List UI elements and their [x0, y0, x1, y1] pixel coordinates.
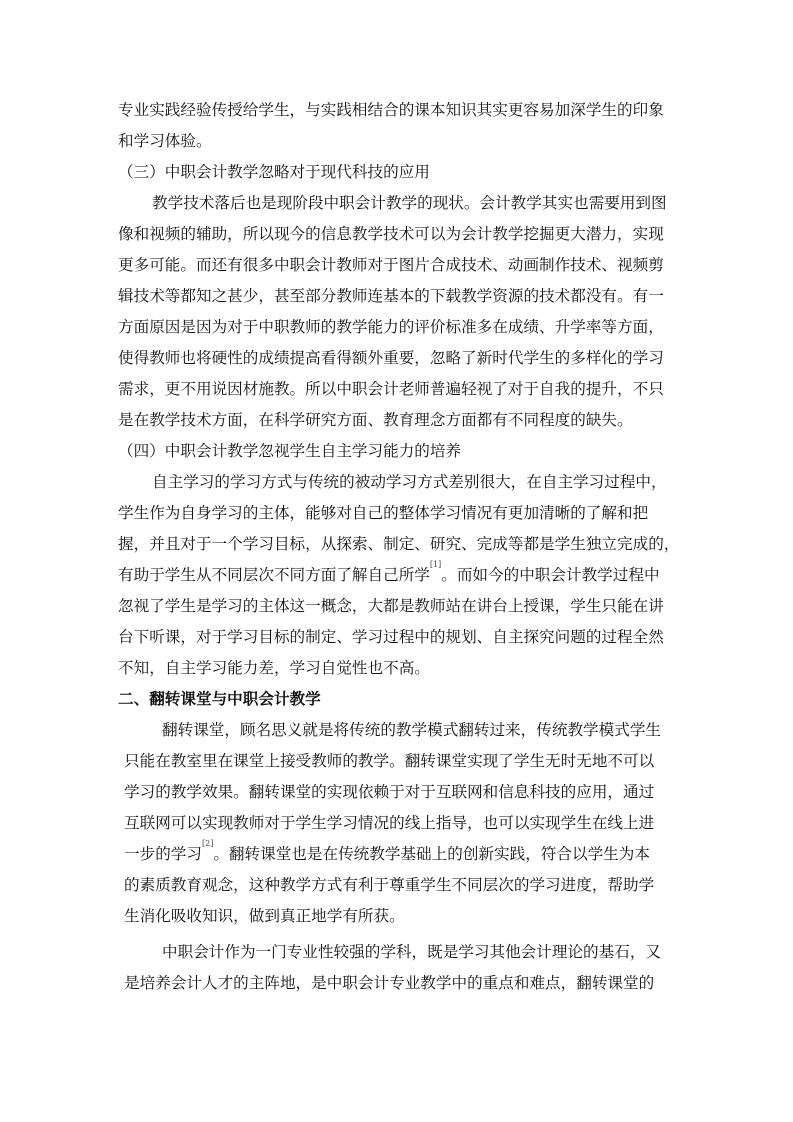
text-line: 生消化吸收知识，做到真正地学有所获。: [124, 907, 405, 925]
part-heading-text: 二、翻转课堂与中职会计教学: [118, 689, 321, 708]
text-line: 互联网可以实现教师对于学生学习情况的线上指导，也可以实现学生在线上进: [124, 814, 655, 832]
text-line: 自主学习的学习方式与传统的被动学习方式差别很大，在自主学习过程中，: [152, 473, 667, 491]
text-line: 教学技术落后也是现阶段中职会计教学的现状。会计教学其实也需要用到图: [152, 194, 667, 212]
text-line: 和学习体验。: [118, 132, 212, 150]
text-line: 是培养会计人才的主阵地，是中职会计专业教学中的重点和难点，翻转课堂的: [124, 974, 655, 992]
text-line: 需求，更不用说因材施教。所以中职会计老师普遍轻视了对于自我的提升，不只: [118, 380, 664, 398]
text-line: 翻转课堂，顾名思义就是将传统的教学模式翻转过来，传统教学模式学生: [162, 721, 662, 739]
text-segment: 一步的学习: [124, 845, 202, 863]
text-line: 是在教学技术方面，在科学研究方面、教育理念方面都有不同程度的缺失。: [118, 411, 633, 429]
text-line: 学习的教学效果。翻转课堂的实现依赖于对于互联网和信息科技的应用，通过: [124, 783, 655, 801]
text-line: 不知，自主学习能力差，学习自觉性也不高。: [118, 659, 430, 677]
text-line: 的素质教育观念，这种教学方式有利于尊重学生不同层次的学习进度，帮助学: [124, 876, 655, 894]
text-line: 专业实践经验传授给学生，与实践相结合的课本知识其实更容易加深学生的印象: [118, 101, 664, 119]
text-segment: 。翻转课堂也是在传统教学基础上的创新实践，符合以学生为本: [213, 845, 650, 863]
text-line: [118, 839, 684, 864]
text-line: 握，并且对于一个学习目标，从探索、制定、研究、完成等都是学生独立完成的，: [118, 535, 680, 553]
citation-1: [1]: [429, 560, 442, 569]
text-line: [118, 560, 684, 585]
text-line: 辑技术等都知之甚少，甚至部分教师连基本的下载教学资源的技术都没有。有一: [118, 287, 664, 305]
text-line: 只能在教室里在课堂上接受教师的教学。翻转课堂实现了学生无时无地不可以: [124, 752, 655, 770]
text-line: 学生作为自身学习的主体，能够对自己的整体学习情况有更加清晰的了解和把: [118, 504, 649, 522]
text-line: 像和视频的辅助，所以现今的信息教学技术可以为会计教学挖掘更大潜力，实现: [118, 225, 664, 243]
section-heading: （三）中职会计教学忽略对于现代科技的应用: [118, 163, 430, 181]
text-line: 使得教师也将硬性的成绩提高看得额外重要，忽略了新时代学生的多样化的学习: [118, 349, 664, 367]
text-line: 忽视了学生是学习的主体这一概念，大都是教师站在讲台上授课，学生只能在讲: [118, 597, 664, 615]
text-line: 中职会计作为一门专业性较强的学科，既是学习其他会计理论的基石，又: [162, 943, 662, 961]
citation-2: [2]: [201, 839, 214, 848]
text-line: 台下听课，对于学习目标的制定、学习过程中的规划、自主探究问题的过程全然: [118, 628, 664, 646]
part-heading: [118, 689, 684, 709]
text-segment: 有助于学生从不同层次不同方面了解自己所学: [118, 566, 430, 584]
text-line: 更多可能。而还有很多中职会计教师对于图片合成技术、动画制作技术、视频剪: [118, 256, 664, 274]
text-segment: 。而如今的中职会计教学过程中: [441, 566, 660, 584]
section-heading: （四）中职会计教学忽视学生自主学习能力的培养: [118, 442, 462, 460]
text-line: 方面原因是因为对于中职教师的教学能力的评价标准多在成绩、升学率等方面，: [118, 318, 664, 336]
